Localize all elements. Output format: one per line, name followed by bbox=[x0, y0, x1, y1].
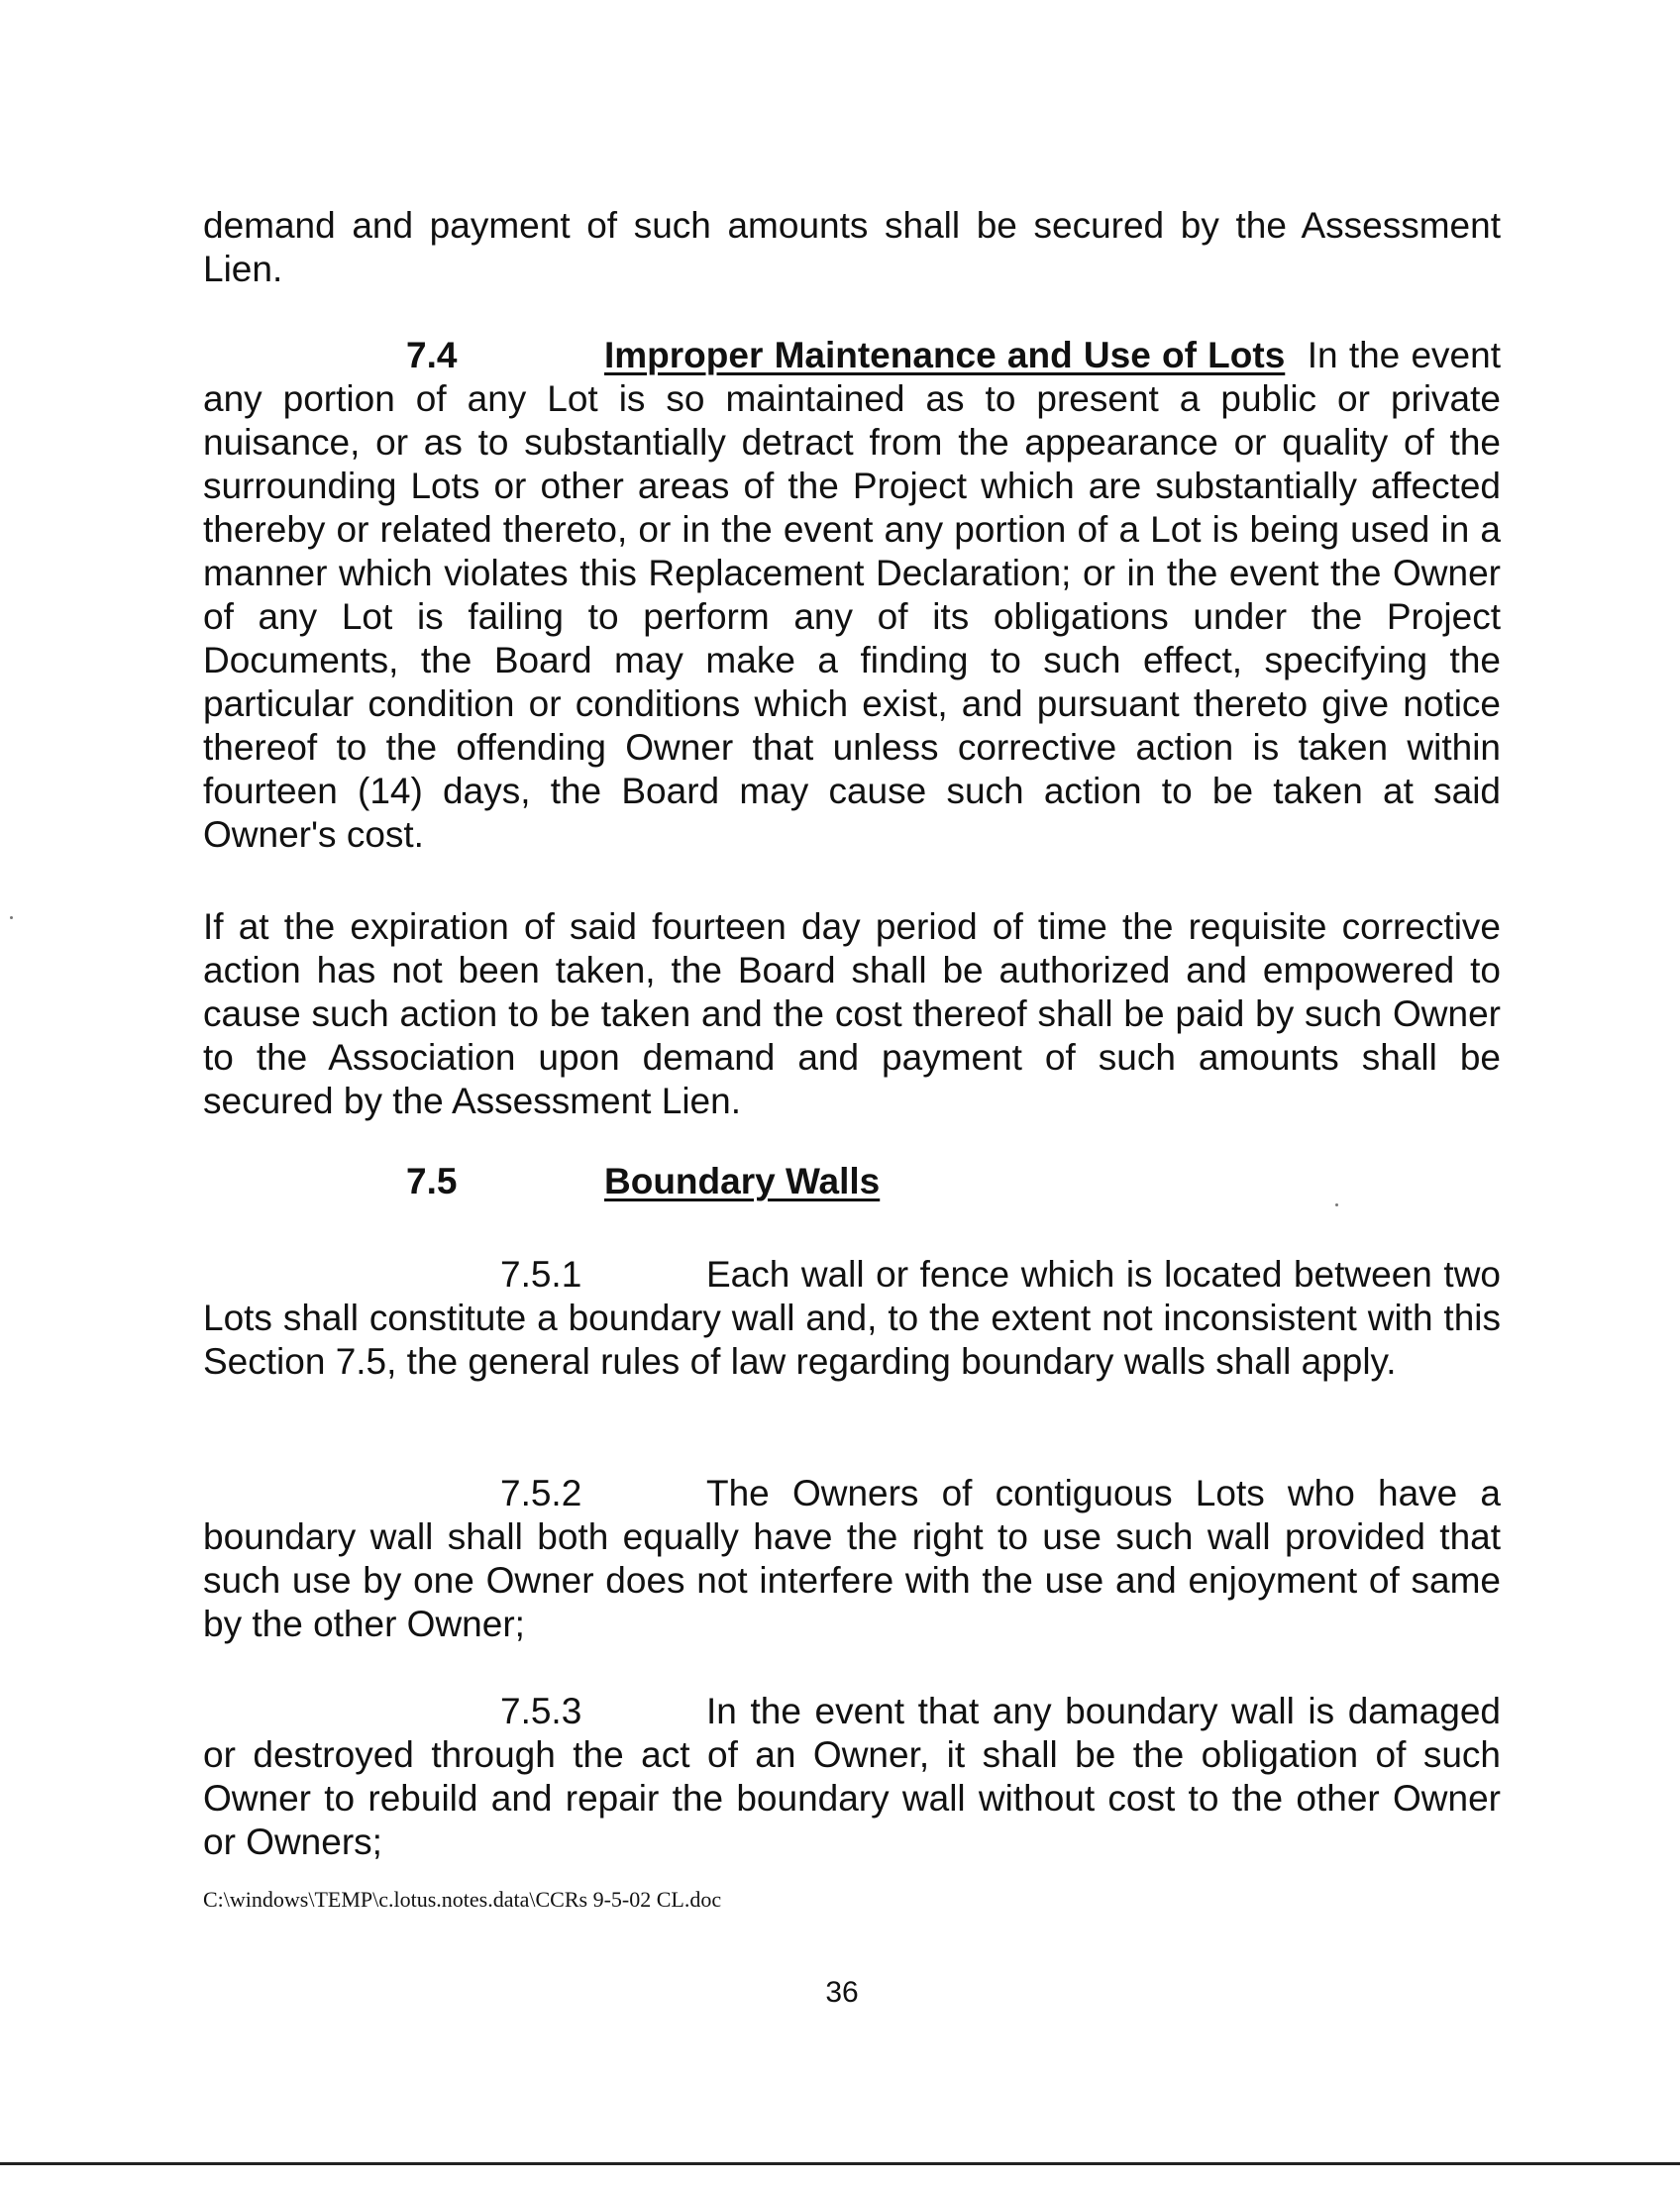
section-7-5-heading bbox=[0, 1160, 1680, 1203]
subsection-7-5-3-text: In the event that any boundary wall is damaged or destroyed through the act of an Owner, it shall be the obligation of such Owner to rebuild and repair the boundary wall without cost to the other Owner or Owners; bbox=[203, 1691, 1501, 1862]
section-7-5-title: Boundary Walls bbox=[604, 1161, 881, 1201]
section-7-5-number: 7.5 bbox=[406, 1161, 458, 1201]
continuation-paragraph bbox=[203, 204, 1501, 291]
section-7-4-paragraph-2-text: If at the expiration of said fourteen day period of time the requisite corrective action has not been taken, the Board shall be authorized and empowered to cause such action to be taken and the cost thereof shall be paid by such Owner to the Association upon demand and payment of such amounts shall be secured by the Assessment Lien. bbox=[203, 906, 1501, 1121]
section-7-4-title: Improper Maintenance and Use of Lots bbox=[604, 335, 1286, 375]
scan-speck bbox=[1335, 1203, 1338, 1206]
section-7-4-paragraph bbox=[203, 334, 1501, 857]
continuation-text: demand and payment of such amounts shall be secured by the Assessment Lien. bbox=[203, 205, 1501, 289]
subsection-7-5-1-text: Each wall or fence which is located between two Lots shall constitute a boundary wall and, to the extent not inconsistent with this Section 7.5, the general rules of law regarding boundary walls shall apply. bbox=[203, 1254, 1501, 1382]
subsection-7-5-2-text: The Owners of contiguous Lots who have a boundary wall shall both equally have the right to use such wall provided that such use by one Owner does not interfere with the use and enjoyment of same by the other Owner; bbox=[203, 1473, 1501, 1644]
scan-speck bbox=[10, 916, 13, 919]
subsection-7-5-2 bbox=[203, 1472, 1501, 1646]
section-7-4-body: In the event any portion of any Lot is so maintained as to present a public or private nuisance, or as to substantially detract from the appearance or quality of the surrounding Lots or other areas of the Project which are substantially affected thereby or related thereto, or in the event any portion of a Lot is being used in a manner which violates this Replacement Declaration; or in the event the Owner of any Lot is failing to perform any of its obligations under the Project Documents, the Board may make a finding to such effect, specifying the particular condition or conditions which exist, and pursuant thereto give notice thereof to the offending Owner that unless corrective action is taken within fourteen (14) days, the Board may cause such action to be taken at said Owner's cost. bbox=[203, 335, 1501, 855]
section-7-4-number: 7.4 bbox=[406, 335, 458, 375]
page-number: 36 bbox=[825, 1976, 859, 2009]
subsection-7-5-1-number: 7.5.1 bbox=[500, 1254, 582, 1295]
subsection-7-5-3 bbox=[203, 1690, 1501, 1864]
subsection-7-5-1 bbox=[203, 1253, 1501, 1384]
subsection-7-5-2-number: 7.5.2 bbox=[500, 1473, 582, 1513]
section-7-4-paragraph-2 bbox=[203, 905, 1501, 1123]
bottom-rule bbox=[0, 2162, 1680, 2165]
footer-file-path: C:\windows\TEMP\c.lotus.notes.data\CCRs 9-5-02 CL.doc bbox=[203, 1887, 722, 1912]
subsection-7-5-3-number: 7.5.3 bbox=[500, 1691, 582, 1731]
